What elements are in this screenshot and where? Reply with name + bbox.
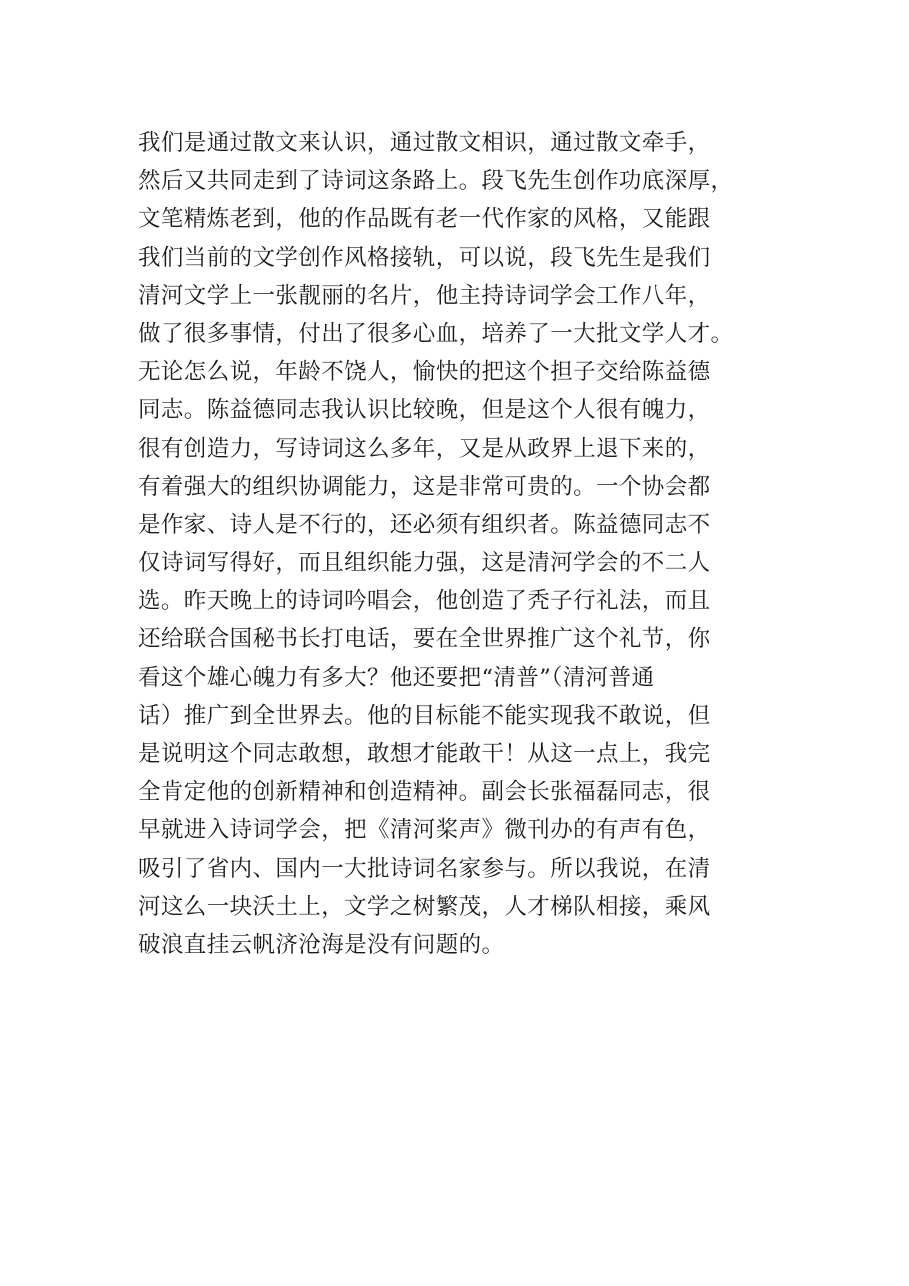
text-line: 我们是通过散文来认识，通过散文相识，通过散文牵手，	[138, 130, 711, 156]
text-line: 看这个雄心魄力有多大？他还要把“清普”（清河普通	[138, 664, 655, 691]
text-line: 清河文学上一张靓丽的名片，他主持诗词学会工作八年，	[138, 282, 711, 309]
text-line: 是作家、诗人是不行的，还必须有组织者。陈益德同志不	[138, 511, 711, 538]
text-line: 河这么一块沃土上，文学之树繁茂，人才梯队相接，乘风	[138, 893, 711, 920]
body-paragraph	[138, 124, 778, 964]
text-line: 破浪直挂云帆济沧海是没有问题的。	[138, 931, 505, 958]
text-line: 文笔精炼老到，他的作品既有老一代作家的风格，又能跟	[138, 206, 711, 233]
text-line: 同志。陈益德同志我认识比较晚，但是这个人很有魄力，	[138, 397, 711, 424]
text-line: 做了很多事情，付出了很多心血，培养了一大批文学人才。	[138, 320, 734, 347]
text-line: 全肯定他的创新精神和创造精神。副会长张福磊同志，很	[138, 779, 711, 806]
text-line: 然后又共同走到了诗词这条路上。段飞先生创作功底深厚，	[138, 168, 734, 195]
text-line: 仅诗词写得好，而且组织能力强，这是清河学会的不二人	[138, 550, 711, 577]
text-line: 有着强大的组织协调能力，这是非常可贵的。一个协会都	[138, 473, 711, 500]
text-line: 选。昨天晚上的诗词吟唱会，他创造了秃子行礼法，而且	[138, 588, 711, 615]
text-line: 早就进入诗词学会，把《清河桨声》微刊办的有声有色，	[138, 817, 711, 844]
text-line: 无论怎么说，年龄不饶人，愉快的把这个担子交给陈益德	[138, 359, 711, 386]
text-line: 很有创造力，写诗词这么多年，又是从政界上退下来的，	[138, 435, 711, 462]
text-line: 是说明这个同志敢想，敢想才能敢干！从这一点上，我完	[138, 741, 711, 767]
text-line: 我们当前的文学创作风格接轨，可以说，段飞先生是我们	[138, 244, 711, 271]
text-line: 还给联合国秘书长打电话，要在全世界推广这个礼节，你	[138, 626, 711, 653]
text-line: 吸引了省内、国内一大批诗词名家参与。所以我说，在清	[138, 855, 711, 882]
text-line: 话）推广到全世界去。他的目标能不能实现我不敢说，但	[138, 702, 711, 729]
